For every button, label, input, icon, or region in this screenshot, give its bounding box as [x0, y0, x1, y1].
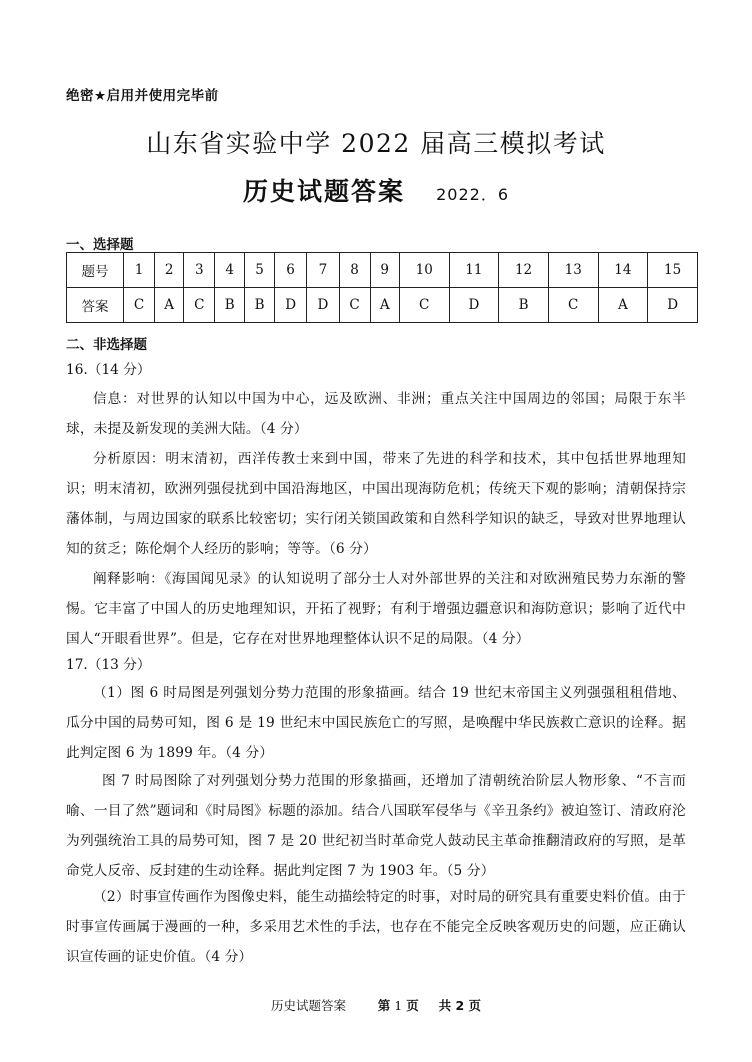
exam-date: 2022．6 — [436, 185, 509, 204]
answer-cell: D — [307, 288, 339, 323]
answer-cell: A — [370, 288, 399, 323]
question-number-cell: 8 — [339, 253, 370, 288]
question-number-cell: 15 — [648, 253, 698, 288]
answer-cell: B — [245, 288, 275, 323]
q17-figure7-paragraph: 图 7 时局图除了对列强划分势力范围的形象描画，还增加了清朝统治阶层人物形象、“不言而喻、一目了然”题词和《时局图》标题的添加。结合八国联军侵华与《辛丑条约》被迫签订、清政府沦为列强统治工具的局势可知，图 7 是 20 世纪初当时革命党人鼓动民主革命推翻清政府的写照，是革命党人反帝、反封建的生动诠释。据此判定图 7 为 1903 年。（5 分） — [66, 773, 686, 879]
footer-total-pages: 共 2 页 — [438, 998, 482, 1013]
q16-info-paragraph: 信息：对世界的认知以中国为中心，远及欧洲、非洲；重点关注中国周边的邻国；局限于东半球，未提及新发现的美洲大陆。（4 分） — [66, 391, 686, 437]
exam-title: 山东省实验中学 2022 届高三模拟考试 — [146, 129, 606, 158]
question-number-cell: 14 — [598, 253, 648, 288]
question-number-cell: 9 — [370, 253, 399, 288]
question-number-cell: 5 — [245, 253, 275, 288]
footer-doc-name: 历史试题答案 — [270, 998, 346, 1013]
answer-cell: C — [124, 288, 155, 323]
subtitle-row — [0, 172, 752, 208]
answer-table-answer-row — [67, 288, 698, 323]
answer-key-title: 历史试题答案 — [242, 177, 405, 206]
question-number-cell: 10 — [399, 253, 449, 288]
section-heading-choice: 一、选择题 — [66, 237, 134, 253]
question-number-cell: 2 — [154, 253, 183, 288]
confidential-label: 绝密★启用并使用完毕前 — [66, 88, 219, 104]
question-number-cell: 4 — [215, 253, 245, 288]
answer-cell: A — [154, 288, 183, 323]
section-heading-nonchoice: 二、非选择题 — [66, 337, 147, 353]
question-number-cell: 3 — [184, 253, 215, 288]
table-row-label: 答案 — [67, 288, 124, 323]
question-16-number: 16.（14 分） — [66, 362, 151, 378]
question-number-cell: 13 — [548, 253, 598, 288]
answer-cell: B — [215, 288, 245, 323]
q17-part1-paragraph: （1）图 6 时局图是列强划分势力范围的形象描画。结合 19 世纪末帝国主义列强强租租借地、瓜分中国的局势可知，图 6 是 19 世纪末中国民族危亡的写照，是唤醒中华民族救亡意识的诠释。据此判定图 6 为 1899 年。（4 分） — [66, 685, 686, 761]
question-17-number: 17.（13 分） — [66, 657, 151, 673]
answer-table-number-row — [67, 253, 698, 288]
answer-cell: B — [499, 288, 549, 323]
q16-impact-paragraph: 阐释影响：《海国闻见录》的认知说明了部分士人对外部世界的关注和对欧洲殖民势力东渐的警惕。它丰富了中国人的历史地理知识，开拓了视野；有利于增强边疆意识和海防意识；影响了近代中国人“开眼看世界”。但是，它存在对世界地理整体认识不足的局限。（4 分） — [66, 571, 686, 647]
question-number-cell: 6 — [274, 253, 306, 288]
answer-cell: C — [399, 288, 449, 323]
answer-cell: D — [274, 288, 306, 323]
question-number-cell: 11 — [449, 253, 499, 288]
footer-page-suffix: 页 — [406, 998, 419, 1013]
answer-cell: D — [449, 288, 499, 323]
question-number-cell: 7 — [307, 253, 339, 288]
footer-page-prefix: 第 — [377, 998, 391, 1013]
question-number-cell: 1 — [124, 253, 155, 288]
answer-cell: C — [339, 288, 370, 323]
q17-part2-paragraph: （2）时事宣传画作为图像史料，能生动描绘特定的时事，对时局的研究具有重要史料价值。由于时事宣传画属于漫画的一种，多采用艺术性的手法，也存在不能完全反映客观历史的问题，应正确认识宣传画的证史价值。（4 分） — [66, 889, 686, 965]
answer-cell: D — [648, 288, 698, 323]
answer-cell: C — [548, 288, 598, 323]
table-row-label: 题号 — [67, 253, 124, 288]
page-footer — [0, 996, 752, 1014]
answer-cell: A — [598, 288, 648, 323]
answer-cell: C — [184, 288, 215, 323]
footer-page-number: 1 — [394, 998, 403, 1013]
question-number-cell: 12 — [499, 253, 549, 288]
answer-table — [66, 252, 698, 323]
q16-reason-paragraph: 分析原因：明末清初，西洋传教士来到中国，带来了先进的科学和技术，其中包括世界地理知识；明末清初，欧洲列强侵扰到中国沿海地区，中国出现海防危机；传统天下观的影响；清朝保持宗藩体制，与周边国家的联系比较密切；实行闭关锁国政策和自然科学知识的缺乏，导致对世界地理认知的贫乏；陈伦炯个人经历的影响；等等。（6 分） — [66, 451, 686, 557]
